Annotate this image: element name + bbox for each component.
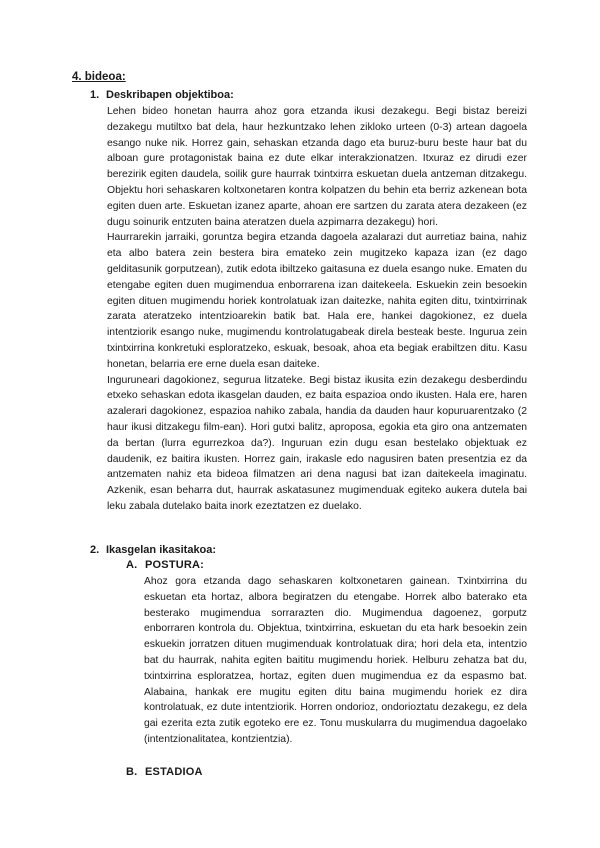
subsection-a-title: POSTURA: [145, 559, 205, 571]
subsection-a-letter: A. [126, 559, 138, 571]
document-title: 4. bideoa: [72, 71, 126, 83]
subsection-a-body [144, 574, 527, 748]
section-2-heading [90, 544, 216, 556]
subsection-b-title: ESTADIOA [145, 766, 203, 778]
section-1-body [107, 104, 527, 515]
paragraph: Ahoz gora etzanda dago sehaskaren koltxonetaren gainean. Txintxirrina du eskuetan eta hortaz, albora begiratzen du etengabe. Horrek albo baterako eta besterako mugimendua sorrarazten dio. Mugimendua dagoenez, gorputz enborraren kontrola du. Objektua, txintxirrina, eskuetan du eta hark besoekin zein eskuekin jorratzen dituen mugimenduak kontrolatuak dira; hori dela eta, intentzio bat du haurrak, nahita egiten baititu mugimendu horiek. Helburu zehatza bat du, txintxirrina esploratzea, hortaz, egiten duen mugimendua ez da espasmo bat. Alabaina, hankak ere mugitu egiten ditu baina mugimendu horiek ez dira kontrolatuak, ez dute intentziorik. Horren ondorioz, ondorioztatu dezakegu, ez dela gai ezerita ezta zutik egoteko ere ez. Tonu muskularra du mugimendua dagoelako (intentzionalitatea, kontzientzia). [144, 576, 527, 745]
subsection-a-heading [126, 559, 204, 571]
section-2-title: Ikasgelan ikasitakoa: [106, 544, 217, 556]
subsection-b-letter: B. [126, 766, 138, 778]
subsection-b-heading [126, 766, 203, 778]
paragraph: Lehen bideo honetan haurra ahoz gora etzanda ikusi dezakegu. Begi bistaz bereizi dezakegu mutiltxo bat dela, haur hezkuntzako lehen zikloko urteen (0-3) artean dagoela esango nuke nik. Horrez gain, sehaskan etzanda dago eta buruz-buru beste haur bat du alboan gure protagonistak baina ez dute elkar interakzionatzen. Itxuraz ez dirudi ezer berezirik egiten daudela, soilik gure haurrak txintxirra eskuetan duela antzeman ditzakegu. Objektu hori sehaskaren koltxonetaren kontra kolpatzen du behin eta berriz azkenean bota egiten duen arte. Eskuetan izanez aparte, ahoan ere sartzen du zarata atera dezakeen (ez dugu soinurik entzuten baina ateratzen duela azpimarra dezakegu) hori. [107, 106, 527, 228]
section-1-number: 1. [90, 89, 100, 101]
paragraph: Inguruneari dagokionez, segurua litzateke. Begi bistaz ikusita ezin dezakegu desberdindu etxeko sehaskan edota ikasgelan dauden, ez baita espazioa ondo ikusten. Hala ere, haren azalerari dagokionez, espazioa nahiko zabala, handia da dauden haur kopuruarentzako (2 haur ikusi ditzakegu film-ean). Hori gutxi balitz, aproposa, egokia eta giro ona antzematen da bertan (lurra egurrezkoa da?). Inguruan ezin dugu esan bestelako objektuak ez daudenik, ez baitira ikusten. Horrez gain, irakasle edo nagusiren baten presentzia ez da antzematen nahiz eta bideoa filmatzen ari dena nagusi bat izan daitekeela imaginatu. Azkenik, esan beharra dut, haurrak askatasunez mugimenduak egiteko aukera dutela bai leku zabala dutelako baita inork ezeztatzen ez duelako. [107, 374, 527, 512]
section-1-title: Deskribapen objektiboa: [106, 89, 234, 101]
section-2-number: 2. [90, 544, 100, 556]
section-1-heading [90, 89, 234, 101]
paragraph: Haurrarekin jarraiki, goruntza begira etzanda dagoela azalarazi dut aurretiaz baina, nahiz eta albo batera zein bestera bira emateko zein mugitzeko kapaza izan (ez dago gelditasunik gorputzean), zutik edota ibiltzeko gaitasuna ez duela esango nuke. Ematen du etengabe egiten duen mugimendua enborrarena izan daitekeela. Eskuekin zein besoekin egiten dituen mugimendu horiek kontrolatuak izan daitezke, nahita egiten ditu, txintxirrinak zarata ateratzeko intentzioarekin batik bat. Hala ere, hankei dagokionez, ez duela intentziorik esango nuke, mugimendu kontrolatugabeak direla besteak beste. Ingurua zein txintxirrina konkretuki esploratzeko, eskuak, besoak, ahoa eta begiak erabiltzen ditu. Kasu honetan, belarria ere erne duela esan daiteke. [107, 232, 527, 370]
